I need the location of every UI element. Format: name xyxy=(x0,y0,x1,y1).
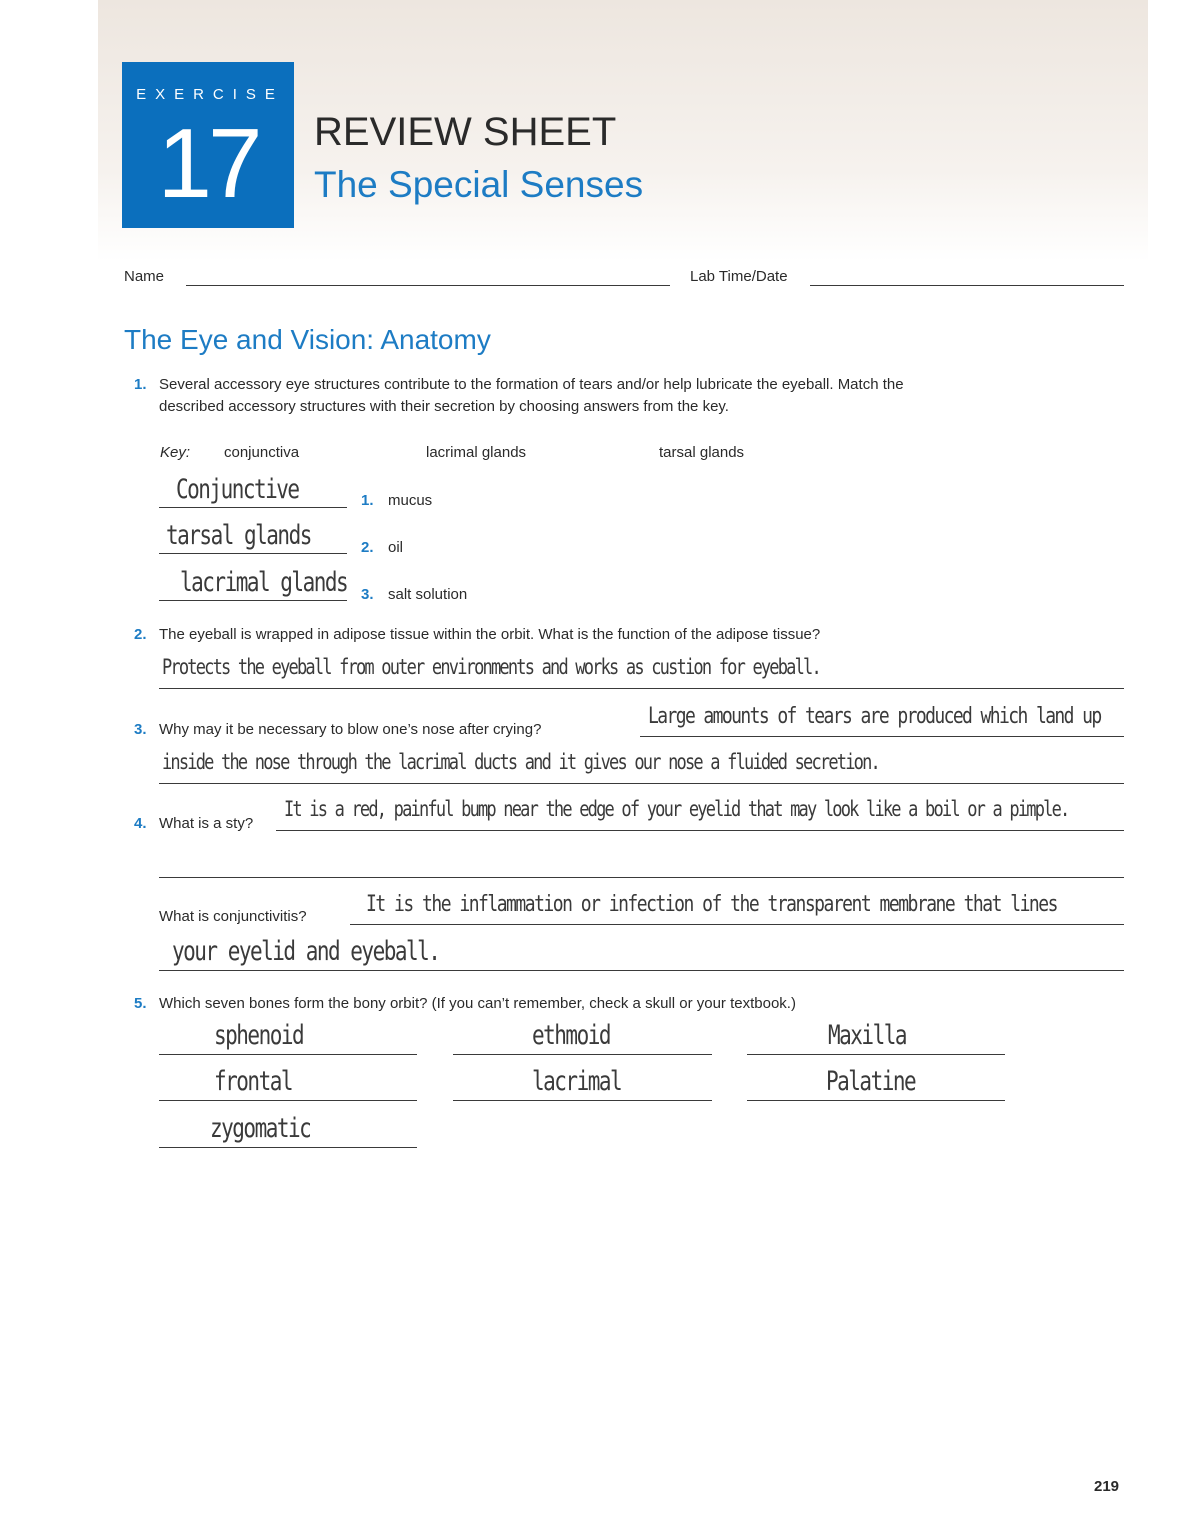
key-item-lacrimal-glands: lacrimal glands xyxy=(426,444,527,461)
q1-item-label-1: mucus xyxy=(388,492,433,509)
q2-number: 2. xyxy=(134,626,147,643)
page-title: REVIEW SHEET xyxy=(314,110,617,154)
q4-answer-line-2[interactable] xyxy=(159,877,1124,878)
q5-answer-line-2[interactable] xyxy=(453,1054,712,1055)
q5-answer-7: zygomatic xyxy=(210,1113,311,1143)
q3-text: Why may it be necessary to blow one’s nose after crying? xyxy=(159,721,542,738)
q1-answer-3: lacrimal glands xyxy=(180,567,348,597)
q5-answer-line-1[interactable] xyxy=(159,1054,417,1055)
q1-item-number-2: 2. xyxy=(361,539,374,556)
q1-text-line2: described accessory structures with their secretion by choosing answers from the key. xyxy=(159,398,729,415)
key-item-conjunctiva: conjunctiva xyxy=(224,444,300,461)
q5-answer-4: frontal xyxy=(214,1066,293,1096)
q4-answer2-line2: your eyelid and eyeball. xyxy=(172,936,440,966)
q5-answer-line-5[interactable] xyxy=(453,1100,712,1101)
q4-answer2-line1: It is the inflammation or infection of the transparent membrane that lines xyxy=(366,890,1057,917)
labtime-field[interactable] xyxy=(810,285,1124,286)
q5-answer-line-4[interactable] xyxy=(159,1100,417,1101)
section-title: The Eye and Vision: Anatomy xyxy=(124,324,491,355)
q5-answer-line-6[interactable] xyxy=(747,1100,1005,1101)
q5-text: Which seven bones form the bony orbit? (If you can’t remember, check a skull or your textbook.) xyxy=(159,995,796,1012)
key-label: Key: xyxy=(160,444,191,461)
q5-answer-line-3[interactable] xyxy=(747,1054,1005,1055)
q4-text2: What is conjunctivitis? xyxy=(159,908,307,925)
q3-answer-line-2[interactable] xyxy=(159,783,1124,784)
q2-text: The eyeball is wrapped in adipose tissue within the orbit. What is the function of the adipose tissue? xyxy=(159,626,821,643)
name-field[interactable] xyxy=(186,285,670,286)
q1-item-label-2: oil xyxy=(388,539,404,556)
q3-answer-line-1[interactable] xyxy=(640,736,1124,737)
q1-item-number-3: 3. xyxy=(361,586,374,603)
q1-answer-line-2[interactable] xyxy=(159,553,347,554)
q1-answer-2: tarsal glands xyxy=(166,520,311,550)
q4-answer2-line-1[interactable] xyxy=(350,924,1124,925)
q1-item-number-1: 1. xyxy=(361,492,374,509)
q5-number: 5. xyxy=(134,995,147,1012)
page-subtitle: The Special Senses xyxy=(314,164,644,205)
q1-answer-1: Conjunctive xyxy=(176,474,299,504)
exercise-number: 17 xyxy=(157,108,259,218)
name-label: Name xyxy=(124,268,165,285)
q4-answer-line-1[interactable] xyxy=(276,830,1124,831)
q3-number: 3. xyxy=(134,721,147,738)
q4-text: What is a sty? xyxy=(159,815,254,832)
labtime-label: Lab Time/Date xyxy=(690,268,788,285)
q3-answer-line1: Large amounts of tears are produced which land up xyxy=(648,702,1101,729)
q5-answer-line-7[interactable] xyxy=(159,1147,417,1148)
q1-number: 1. xyxy=(134,376,147,393)
q1-item-label-3: salt solution xyxy=(388,586,468,603)
q1-answer-line-3[interactable] xyxy=(159,600,347,601)
exercise-label: EXERCISE xyxy=(136,86,284,103)
q4-answer: It is a red, painful bump near the edge of your eyelid that may look like a boil or a pimple. xyxy=(284,797,1069,822)
q2-answer-line[interactable] xyxy=(159,688,1124,689)
q5-answer-5: lacrimal xyxy=(532,1066,622,1096)
q5-answer-1: sphenoid xyxy=(214,1020,304,1050)
exercise-badge xyxy=(122,62,294,228)
q4-answer2-line-2[interactable] xyxy=(159,970,1124,971)
q5-answer-3: Maxilla xyxy=(828,1020,907,1050)
key-item-tarsal-glands: tarsal glands xyxy=(659,444,745,461)
q5-answer-6: Palatine xyxy=(826,1066,916,1096)
q2-answer: Protects the eyeball from outer environments and works as custion for eyeball. xyxy=(162,655,820,680)
page-number: 219 xyxy=(1094,1478,1120,1495)
q1-answer-line-1[interactable] xyxy=(159,507,347,508)
q3-answer-line2: inside the nose through the lacrimal ducts and it gives our nose a fluided secretion. xyxy=(162,750,879,775)
q5-answer-2: ethmoid xyxy=(532,1020,611,1050)
q1-text-line1: Several accessory eye structures contribute to the formation of tears and/or help lubricate the eyeball. Match the xyxy=(159,376,904,393)
q4-number: 4. xyxy=(134,815,147,832)
